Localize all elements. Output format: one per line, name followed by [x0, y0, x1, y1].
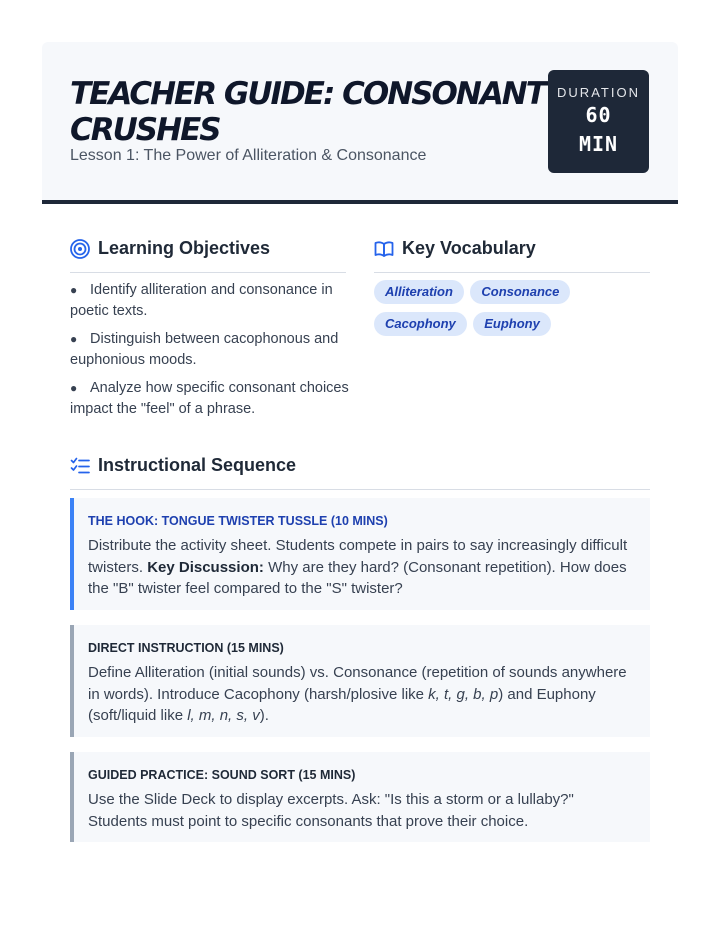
list-item: ● Analyze how specific consonant choices impact the "feel" of a phrase. [70, 380, 349, 417]
vocab-tag: Cacophony [374, 312, 467, 336]
checklist-icon [70, 456, 90, 476]
duration-unit: MIN [578, 132, 619, 156]
duration-label: DURATION [557, 85, 640, 100]
page-header [42, 42, 678, 202]
header-divider [42, 200, 678, 204]
target-icon [70, 239, 90, 259]
vocabulary-heading [374, 232, 650, 273]
step-body: Use the Slide Deck to display excerpts. Ask: "Is this a storm or a lullaby?" Students must point to specific consonants that prove their choice. [88, 791, 574, 830]
step-title: THE HOOK: TONGUE TWISTER TUSSLE (10 MINS) [88, 514, 388, 528]
duration-badge [548, 70, 649, 173]
sequence-step-hook [70, 498, 650, 610]
vocabulary-heading-label: Key Vocabulary [402, 238, 536, 258]
page-subtitle: Lesson 1: The Power of Alliteration & Consonance [70, 147, 427, 164]
page-title: TEACHER GUIDE: CONSONANT CRUSHES [70, 76, 545, 148]
book-icon [374, 239, 394, 259]
sequence-heading-label: Instructional Sequence [98, 455, 297, 475]
vocab-tag: Alliteration [374, 280, 464, 304]
sequence-step-direct-instruction [70, 625, 650, 737]
objectives-heading [70, 232, 346, 273]
step-title: GUIDED PRACTICE: SOUND SORT (15 MINS) [88, 768, 356, 782]
sequence-heading [70, 449, 650, 490]
step-title: DIRECT INSTRUCTION (15 MINS) [88, 641, 284, 655]
step-body: Define Alliteration (initial sounds) vs. Consonance (repetition of sounds anywhere in words). Introduce Cacophony (harsh/plosive like k, t, g, b, p) and Euphony (soft/liquid like l, m, n, s, v). [88, 664, 627, 724]
objectives-list [70, 280, 350, 427]
vocab-tag: Euphony [473, 312, 551, 336]
vocab-tag: Consonance [470, 280, 570, 304]
list-item: ● Distinguish between cacophonous and euphonious moods. [70, 331, 339, 368]
vocabulary-tags [374, 280, 650, 344]
page-bottom-cutoff [0, 848, 720, 932]
step-body: Distribute the activity sheet. Students compete in pairs to say increasingly difficult twisters. Key Discussion: Why are they hard? (Consonant repetition). How does the "B" twister feel compared to the "S" twister? [88, 537, 628, 597]
list-item: ● Identify alliteration and consonance in poetic texts. [70, 282, 333, 319]
objectives-heading-label: Learning Objectives [98, 238, 271, 258]
duration-value: 60 [585, 103, 612, 127]
sequence-step-guided-practice [70, 752, 650, 842]
lesson-page [42, 42, 678, 942]
